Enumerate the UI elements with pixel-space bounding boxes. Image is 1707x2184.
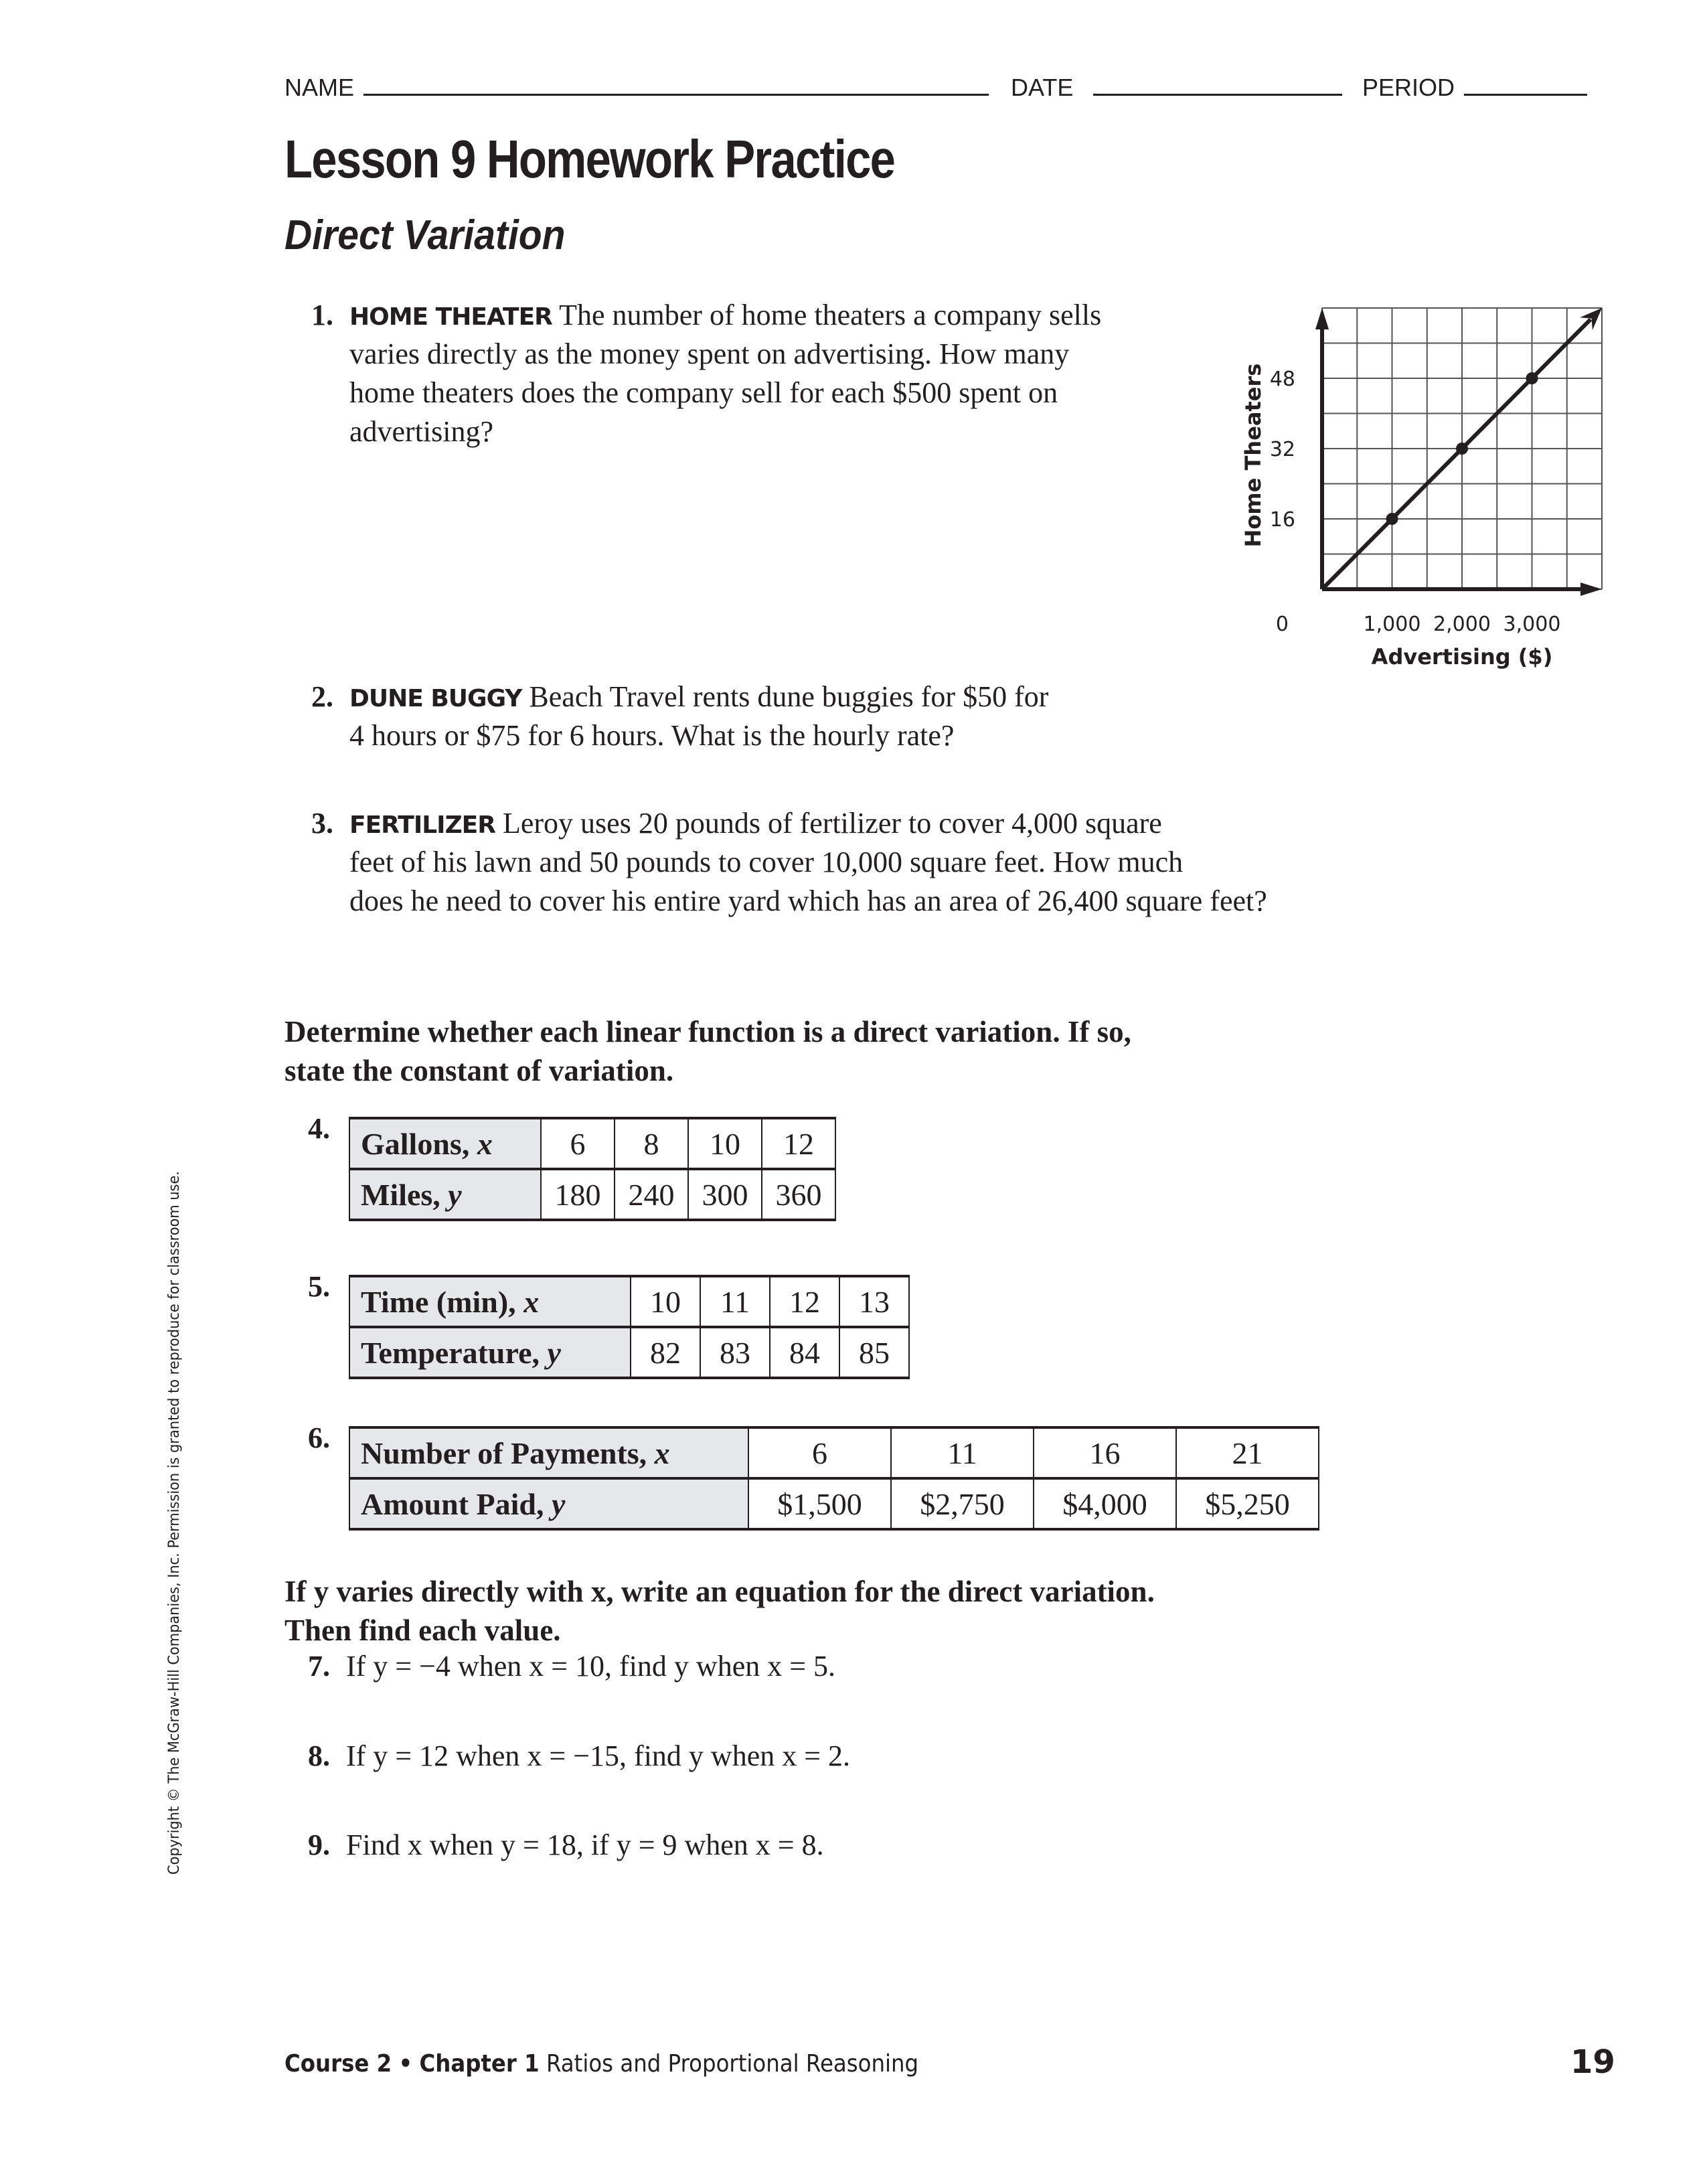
series-line bbox=[1322, 319, 1591, 589]
row-label: Temperature, y bbox=[349, 1327, 631, 1378]
footer-chapter: Chapter 1 bbox=[419, 2050, 540, 2078]
row-label: Miles, y bbox=[349, 1169, 541, 1220]
problem-number: 3. bbox=[311, 807, 333, 840]
table-cell: $2,750 bbox=[891, 1478, 1034, 1529]
copyright-notice: Copyright © The McGraw-Hill Companies, Inc. Permission is granted to reproduce for classroom use. bbox=[166, 1171, 183, 1875]
y-axis-arrow-icon bbox=[1315, 308, 1329, 329]
table-cell: 10 bbox=[688, 1118, 762, 1169]
table-cell: 6 bbox=[748, 1427, 891, 1478]
table-cell: 12 bbox=[762, 1118, 835, 1169]
y-tick-label: 32 bbox=[1269, 438, 1295, 461]
table-cell: 11 bbox=[700, 1276, 770, 1327]
problem-line: HOME THEATER The number of home theaters a company sells bbox=[349, 299, 1102, 331]
date-field[interactable] bbox=[1011, 70, 1342, 104]
table-cell: 84 bbox=[770, 1327, 839, 1378]
table-cell: 180 bbox=[541, 1169, 615, 1220]
period-label: PERIOD bbox=[1362, 74, 1455, 101]
axis-labels bbox=[1240, 364, 1560, 670]
footer-course: Course 2 bbox=[284, 2050, 392, 2078]
table-6 bbox=[349, 1426, 1319, 1531]
question-text: If y = 12 when x = −15, find y when x = 2. bbox=[346, 1739, 851, 1772]
section-directions: If y varies directly with x, write an equation for the direct variation. Then find each value. bbox=[284, 1575, 1155, 1647]
page-title: Lesson 9 Homework Practice bbox=[284, 129, 895, 189]
problem-line: DUNE BUGGY Beach Travel rents dune buggies for $50 for bbox=[349, 680, 1049, 713]
problem-line: varies directly as the money spent on advertising. How many bbox=[349, 337, 1070, 370]
table-row bbox=[349, 1327, 909, 1378]
section-directions: Determine whether each linear function is a direct variation. If so, state the constant of variation. bbox=[284, 1015, 1131, 1087]
question-number: 9. bbox=[308, 1828, 330, 1861]
problem-line: does he need to cover his entire yard which has an area of 26,400 square feet? bbox=[349, 884, 1267, 917]
table-cell: 360 bbox=[762, 1169, 835, 1220]
problem-line: FERTILIZER Leroy uses 20 pounds of fertilizer to cover 4,000 square bbox=[349, 807, 1162, 840]
name-label: NAME bbox=[284, 74, 355, 101]
date-label: DATE bbox=[1011, 74, 1074, 101]
table-cell: 12 bbox=[770, 1276, 839, 1327]
page-number: 19 bbox=[1570, 2043, 1615, 2081]
table-cell: 8 bbox=[615, 1118, 688, 1169]
home-theater-graph bbox=[1232, 288, 1633, 676]
problem-number: 1. bbox=[311, 299, 333, 331]
data-point bbox=[1456, 443, 1468, 455]
footer bbox=[284, 2050, 918, 2078]
table-number: 6. bbox=[308, 1421, 330, 1454]
table-cell: 83 bbox=[700, 1327, 770, 1378]
table-cell: $4,000 bbox=[1034, 1478, 1176, 1529]
problem-line: advertising? bbox=[349, 415, 494, 448]
row-label: Number of Payments, x bbox=[349, 1427, 748, 1478]
y-tick-label: 48 bbox=[1269, 368, 1295, 391]
table-cell: 85 bbox=[839, 1327, 909, 1378]
x-tick-label: 2,000 bbox=[1433, 613, 1491, 636]
y-tick-label: 16 bbox=[1269, 508, 1295, 532]
table-cell: 240 bbox=[615, 1169, 688, 1220]
table-cell: $1,500 bbox=[748, 1478, 891, 1529]
problem-line: home theaters does the company sell for each $500 spent on bbox=[349, 376, 1058, 409]
table-row bbox=[349, 1169, 835, 1220]
table-row bbox=[349, 1276, 909, 1327]
origin-label: 0 bbox=[1275, 613, 1289, 636]
table-number: 5. bbox=[308, 1270, 330, 1303]
row-label: Gallons, x bbox=[349, 1118, 541, 1169]
row-label: Amount Paid, y bbox=[349, 1478, 748, 1529]
table-cell: 16 bbox=[1034, 1427, 1176, 1478]
problem-number: 2. bbox=[311, 680, 333, 713]
table-row bbox=[349, 1478, 1319, 1529]
table-cell: 82 bbox=[631, 1327, 700, 1378]
footer-bullet: • bbox=[398, 2050, 413, 2078]
question-number: 8. bbox=[308, 1739, 330, 1772]
problem-tag: DUNE BUGGY bbox=[349, 685, 522, 712]
date-blank-line[interactable] bbox=[1093, 70, 1342, 96]
row-label: Time (min), x bbox=[349, 1276, 631, 1327]
table-number: 4. bbox=[308, 1112, 330, 1145]
table-cell: 21 bbox=[1176, 1427, 1319, 1478]
question-text: If y = −4 when x = 10, find y when x = 5. bbox=[346, 1650, 836, 1683]
question-text: Find x when y = 18, if y = 9 when x = 8. bbox=[346, 1828, 824, 1861]
x-axis-arrow-icon bbox=[1580, 582, 1602, 596]
data-point bbox=[1386, 513, 1398, 525]
table-cell: 11 bbox=[891, 1427, 1034, 1478]
table-cell: 10 bbox=[631, 1276, 700, 1327]
data-point bbox=[1526, 372, 1538, 384]
problem-tag: FERTILIZER bbox=[349, 811, 495, 839]
problem-line: feet of his lawn and 50 pounds to cover 10,000 square feet. How much bbox=[349, 846, 1184, 878]
footer-chapter-title: Ratios and Proportional Reasoning bbox=[546, 2050, 919, 2078]
page-subtitle: Direct Variation bbox=[284, 212, 566, 258]
table-4 bbox=[349, 1117, 836, 1221]
period-blank-line[interactable] bbox=[1464, 70, 1587, 96]
period-field[interactable] bbox=[1362, 70, 1587, 104]
x-tick-label: 1,000 bbox=[1363, 613, 1421, 636]
x-axis-title: Advertising ($) bbox=[1371, 644, 1553, 670]
problem-line: 4 hours or $75 for 6 hours. What is the hourly rate? bbox=[349, 719, 955, 752]
table-cell: 13 bbox=[839, 1276, 909, 1327]
table-cell: 6 bbox=[541, 1118, 615, 1169]
name-field[interactable] bbox=[284, 70, 989, 104]
table-5 bbox=[349, 1275, 910, 1379]
question-number: 7. bbox=[308, 1650, 330, 1683]
name-blank-line[interactable] bbox=[363, 70, 989, 96]
table-row bbox=[349, 1118, 835, 1169]
x-tick-label: 3,000 bbox=[1503, 613, 1561, 636]
table-cell: $5,250 bbox=[1176, 1478, 1319, 1529]
table-row bbox=[349, 1427, 1319, 1478]
problem-tag: HOME THEATER bbox=[349, 303, 552, 331]
y-axis-title: Home Theaters bbox=[1240, 363, 1266, 548]
table-cell: 300 bbox=[688, 1169, 762, 1220]
